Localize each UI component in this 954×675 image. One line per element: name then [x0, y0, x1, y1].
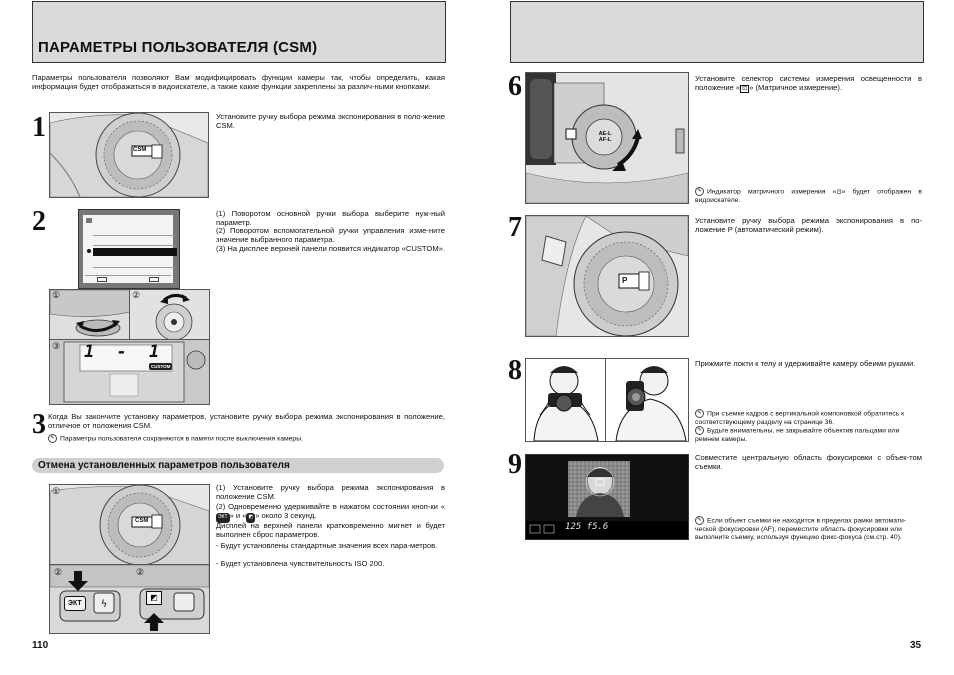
step-6-note-b: » будет отображен в видоискателе.	[695, 188, 922, 204]
step-3-number: 3	[32, 409, 46, 440]
note-icon: ✎	[695, 409, 704, 418]
step-1-csm-label: CSM	[133, 147, 147, 153]
note-icon: ✎	[695, 516, 704, 525]
step-7-p-label: P	[622, 276, 628, 285]
step-9-note	[695, 516, 922, 543]
step-8-note-2	[695, 426, 922, 444]
reset-label-2a: ②	[54, 567, 63, 577]
svg-text:ϟ: ϟ	[100, 599, 108, 610]
reset-text-2	[216, 502, 445, 523]
reset-dial-photo	[49, 484, 210, 566]
step-6-text	[695, 74, 922, 93]
step-2-label-2: ②	[132, 290, 141, 300]
right-page-number: 35	[910, 640, 922, 651]
step-6-note-a: Индикатор матричного измерения «	[707, 188, 837, 196]
step-3-text: Когда Вы закончите установку параметров, установите ручку выбора режима экспонирования в положение, отличное от положения CSM.	[48, 412, 445, 431]
step-2-lcd-menu	[78, 209, 180, 289]
step-6-text-b: » (Матричное измерение).	[749, 83, 843, 93]
reset-text-5: - Будет установлена чувствительность ISO 200.	[216, 559, 385, 568]
reset-text-3: Дисплей на верхней панели кратковременно мигнет и будет выполнен сброс параметров.	[216, 521, 445, 540]
step-1-number: 1	[32, 112, 46, 143]
step-6-note	[695, 187, 922, 205]
step-8-note-1	[695, 409, 922, 427]
step-2-text-2: (2) Поворотом вспомогательной ручки управления изме-ните значение выбранного параметра.	[216, 226, 445, 245]
right-header-band	[510, 1, 924, 63]
step-2-label-3: ③	[52, 341, 61, 351]
note-icon: ✎	[695, 187, 704, 196]
step-6-text-a: Установите селектор системы измерения освещенности в положение «	[695, 74, 922, 93]
reset-text-1: (1) Установите ручку выбора режима экспонирования в положение CSM.	[216, 483, 445, 502]
page-title: ПАРАМЕТРЫ ПОЛЬЗОВАТЕЛЯ (CSM)	[38, 39, 318, 56]
viewfinder-readout: 125 f5.6	[565, 522, 609, 532]
step-8-text: Прижмите локти к телу и удерживайте камеру обеими руками.	[695, 359, 916, 368]
step-9-number: 9	[508, 449, 522, 480]
step-8-note-2-text: Будьте внимательны, не закрывайте объектив пальцами или ремнем камеры.	[695, 427, 900, 443]
step-2-sub-dial-photo	[129, 289, 210, 342]
left-page-number: 110	[32, 640, 49, 651]
step-1-text: Установите ручку выбора режима экспонирования в поло-жение CSM.	[216, 112, 445, 131]
custom-indicator: CUSTOM	[151, 364, 171, 369]
reset-text-2-part-c: » около 3 секунд.	[255, 511, 317, 521]
reset-text-4: - Будут установлены стандартные значения всех пара-метров.	[216, 541, 438, 550]
step-2-main-dial-photo	[49, 289, 131, 342]
step-8-horizontal-hold-photo	[525, 358, 607, 442]
reset-label-2b: ②	[136, 567, 145, 577]
step-8-vertical-hold-photo	[605, 358, 689, 442]
reset-text-2-part-a: (2) Одновременно удерживайте в нажатом состоянии кноп-ки «	[216, 502, 445, 511]
step-7-mode-dial-photo	[525, 215, 689, 337]
ekt-button[interactable]: ЭКТ	[64, 596, 86, 611]
step-8-number: 8	[508, 355, 522, 386]
reset-text-2-part-b: » и «	[229, 511, 247, 521]
matrix-metering-icon: ⊡	[742, 86, 748, 93]
step-2-number: 2	[32, 206, 46, 237]
step-2-text-1: (1) Поворотом основной ручки выбора выберите нуж-ный параметр.	[216, 209, 445, 228]
intro-paragraph: Параметры пользователя позволяют Вам модифицировать функции камеры так, чтобы определить, какая информация будет отображаться в видоискателе, а также какие функции закреплены за различ-ными кнопками.	[32, 73, 445, 92]
step-6-number: 6	[508, 71, 522, 102]
exposure-comp-button-icon[interactable]: ◩	[146, 591, 162, 605]
step-9-note-text: Если объект съемки не находится в пределах рамки автомати-ческой фокусировки (AF), переместите область фокусировки или выполните съемку, используя функцию фикс-фокуса (см.стр. 40).	[695, 517, 907, 542]
ekt-inline-icon: ЭКТ	[216, 513, 230, 522]
step-1-dial-photo	[49, 112, 209, 198]
note-icon: ✎	[695, 426, 704, 435]
step-2-label-1: ①	[52, 290, 61, 300]
step-2-text-3: (3) На дисплее верхней панели появится индикатор «CUSTOM».	[216, 244, 445, 253]
reset-label-1: ①	[52, 486, 61, 496]
lcd-digits: 1 - 1	[84, 342, 166, 362]
reset-section-heading: Отмена установленных параметров пользователя	[38, 460, 290, 471]
step-3-note	[48, 434, 445, 444]
step-9-text: Совместите центральную область фокусировки с объек-том съемки.	[695, 453, 922, 472]
note-icon: ✎	[48, 434, 57, 443]
step-7-number: 7	[508, 212, 522, 243]
exposure-inline-icon: ◩	[246, 513, 255, 522]
reset-csm-label: CSM	[135, 518, 149, 524]
step-8-note-1-text: При съемке кадров с вертикальной компоновкой обратитесь к соответствующему разделу на странице 36.	[695, 410, 905, 426]
afl-button-label: AE-L AF-L	[598, 131, 612, 143]
matrix-indicator-icon: ⊡	[836, 189, 842, 196]
step-7-text: Установите ручку выбора режима экспонирования в по-ложение P (автоматический режим).	[695, 216, 922, 235]
step-3-note-text: Параметры пользователя сохраняются в памяти после выключения камеры.	[60, 435, 303, 443]
